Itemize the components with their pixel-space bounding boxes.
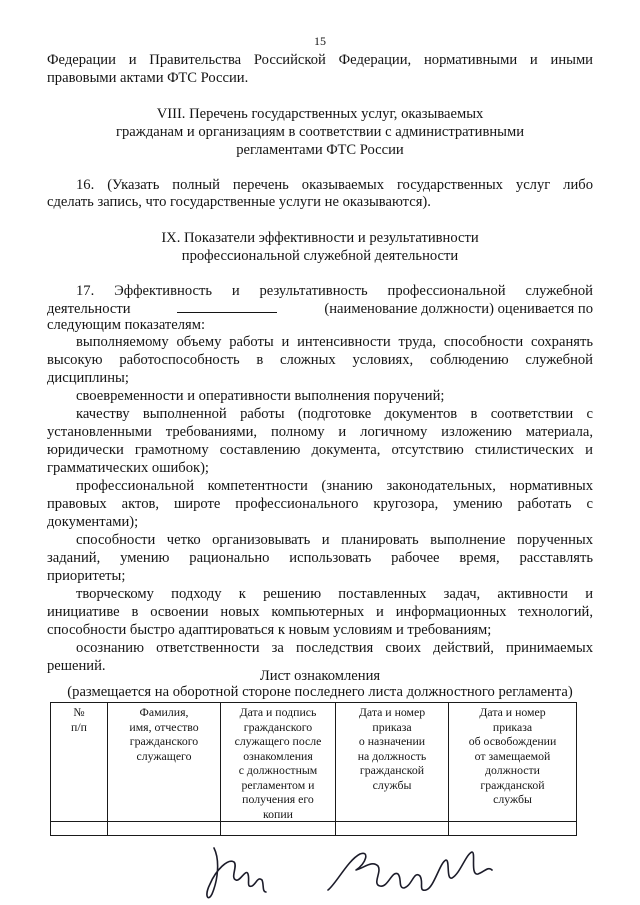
paragraph-17-line-2 xyxy=(47,300,593,318)
indicator-6-line-2: инициативе в освоении новых компьютерных и информационных технологий, xyxy=(47,604,593,620)
table-header-row xyxy=(51,703,577,822)
table-cell xyxy=(51,822,108,836)
section-8-title-line-1: VIII. Перечень государственных услуг, оказываемых xyxy=(156,106,484,122)
paragraph-17-line-1: 17. Эффективность и результативность профессиональной служебной xyxy=(76,283,593,299)
indicator-3-line-3: юридически грамотному составлению документа, отсутствию стилистических и xyxy=(47,442,593,458)
paragraph-17-position-label: (наименование должности) оценивается по xyxy=(324,301,593,317)
section-8-title-line-2: гражданам и организациям в соответствии с административными xyxy=(115,124,525,140)
indicator-1-line-1: выполняемому объему работы и интенсивности труда, способности сохранять xyxy=(76,334,593,350)
col-header-number: № п/п xyxy=(51,703,108,822)
col-header-appointment-order: Дата и номер приказа о назначении на должность гражданской службы xyxy=(336,703,449,822)
col-header-date-signature: Дата и подпись гражданского служащего после ознакомления с должностным регламентом и получения его копии xyxy=(221,703,336,822)
indicator-5-line-2: заданий, умению рационально использовать рабочее время, расставлять xyxy=(47,550,593,566)
intro-line-2: правовыми актами ФТС России. xyxy=(47,70,249,86)
indicator-3-line-1: качеству выполненной работы (подготовке документов в соответствии с xyxy=(76,406,593,422)
indicator-5-line-3: приоритеты; xyxy=(47,568,126,584)
indicator-1-line-3: дисциплины; xyxy=(47,370,129,386)
indicator-3-line-4: грамматических ошибок); xyxy=(47,460,209,476)
position-name-blank xyxy=(177,300,277,313)
table-cell xyxy=(221,822,336,836)
page-number: 15 xyxy=(314,34,326,48)
indicator-6-line-1: творческому подходу к решению поставленных задач, активности и xyxy=(76,586,593,602)
section-9-title-line-1: IX. Показатели эффективности и результативности xyxy=(161,230,479,246)
acknowledgement-table xyxy=(50,702,577,836)
indicator-3-line-2: установленными требованиями, полному и логичному изложению материала, xyxy=(47,424,593,440)
section-8-title-line-3: регламентами ФТС России xyxy=(236,142,404,158)
col-header-dismissal-order: Дата и номер приказа об освобождении от замещаемой должности гражданской службы xyxy=(449,703,577,822)
paragraph-17-line-3: следующим показателям: xyxy=(47,317,206,333)
indicator-7-line-2: решений. xyxy=(47,658,106,674)
indicator-4-line-3: документами); xyxy=(47,514,139,530)
section-9-title-line-2: профессиональной служебной деятельности xyxy=(181,248,459,264)
table-cell xyxy=(108,822,221,836)
signatures xyxy=(0,840,640,905)
signature-1 xyxy=(207,848,266,898)
paragraph-16-line-2: сделать запись, что государственные услуги не оказываются). xyxy=(47,194,431,210)
signature-2 xyxy=(328,852,492,890)
indicator-5-line-1: способности четко организовывать и планировать выполнение порученных xyxy=(76,532,593,548)
table-cell xyxy=(449,822,577,836)
table-row xyxy=(51,822,577,836)
sheet-title: Лист ознакомления xyxy=(259,668,381,684)
paragraph-16-line-1: 16. (Указать полный перечень оказываемых государственных услуг либо xyxy=(76,177,593,193)
table-cell xyxy=(336,822,449,836)
indicator-7-line-1: осознанию ответственности за последствия своих действий, принимаемых xyxy=(76,640,593,656)
indicator-6-line-3: способности быстро адаптироваться к новым условиям и требованиям; xyxy=(47,622,492,638)
col-header-full-name: Фамилия, имя, отчество гражданского служащего xyxy=(108,703,221,822)
sheet-subtitle: (размещается на оборотной стороне последнего листа должностного регламента) xyxy=(67,684,573,700)
indicator-4-line-1: профессиональной компетентности (знанию законодательных, нормативных xyxy=(76,478,593,494)
intro-line-1: Федерации и Правительства Российской Федерации, нормативными и иными xyxy=(47,52,593,68)
paragraph-17-activity-label: деятельности xyxy=(47,301,131,317)
indicator-2-line-1: своевременности и оперативности выполнения поручений; xyxy=(76,388,445,404)
indicator-4-line-2: правовых актов, широте профессионального кругозора, умению работать с xyxy=(47,496,593,512)
indicator-1-line-2: высокую работоспособность в сложных условиях, соблюдению служебной xyxy=(47,352,593,368)
